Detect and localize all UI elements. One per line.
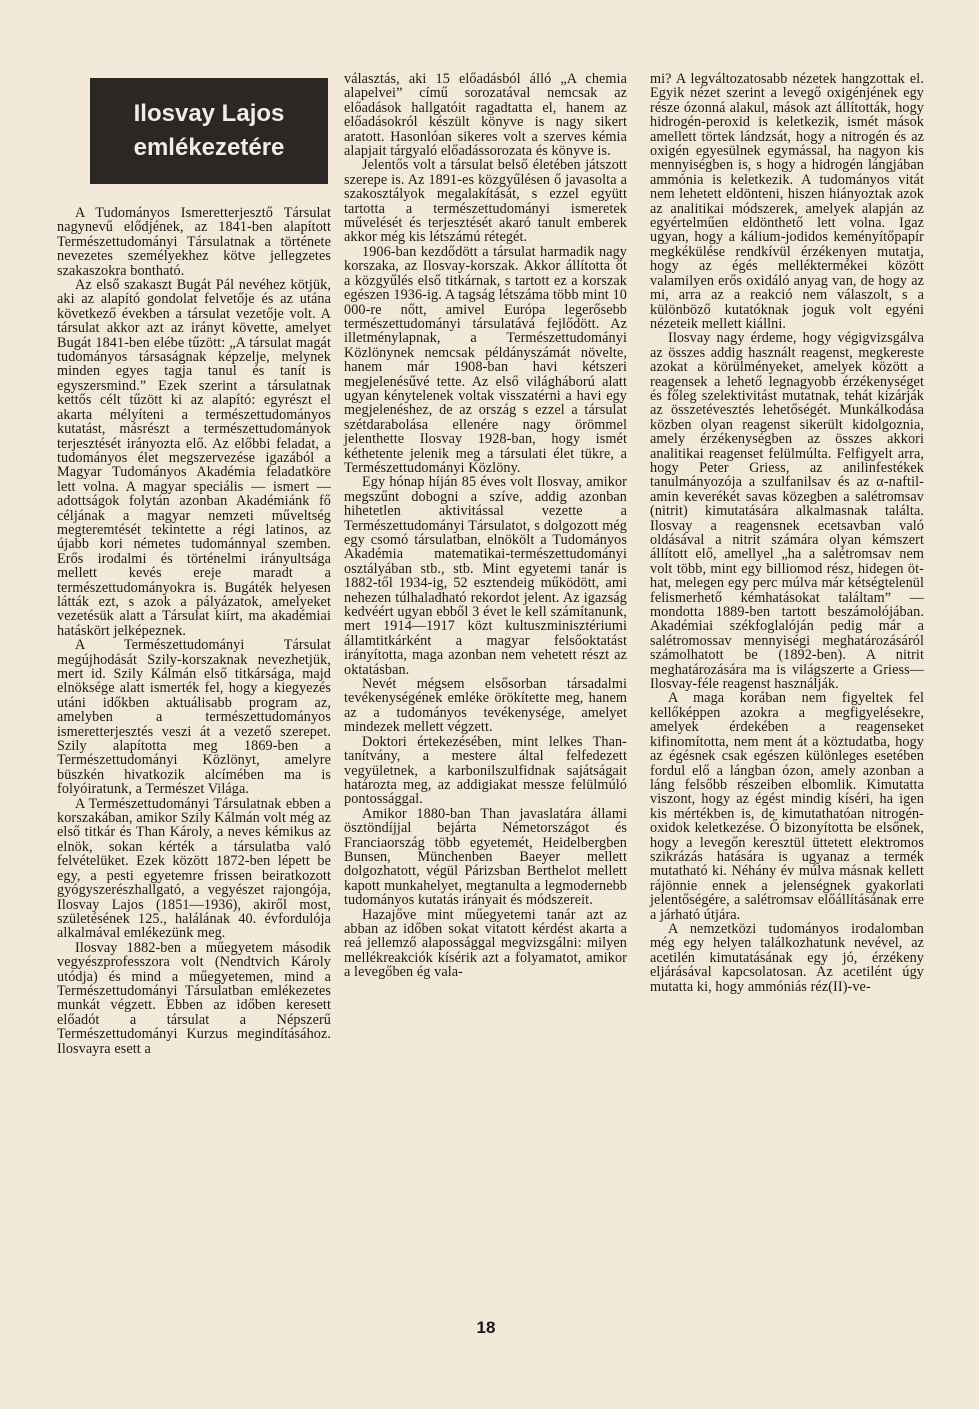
paragraph: Amikor 1880-ban Than javaslatára állami ösztöndíjjal bejárta Németországot és Franciaország több egyetemét, Heidelbergben Bunsen, Münchenben Baeyer mellett dolgozhatott, végül Párizsban Berthelot mellett kapott munkahelyet, megtanulta a legmodernebb tudományos kutatás irányait és módszereit. xyxy=(344,805,627,909)
paragraph: A maga korában nem figyeltek fel kellőképpen azokra a megfigyelésekre, amelyek érdekében a reagenseket kifinomította, nem ment át a köztudatba, hogy az égésnek csak egészen különleges esetében fordul elő a lángban ózon, amely azonban a láng felsőbb részeiben elbomlik. Kimutatta viszont, hogy az égést mindig kíséri, ha igen kis mértékben is, de kimutathatóan nitrogén-oxidok keletkezése. Ő bizonyította be elsőnek, hogy a levegőn keresztül üttetett elektromos szikrázás hatására is ugyanaz a termék mutatható ki. Néhány év múlva másnak kellett rájönnie ennek a jelenségnek gyakorlati jelentőségére, a salétromsav előállításának erre a járható útjára. xyxy=(650,690,924,923)
paragraph: Nevét mégsem elsősorban társadalmi tevékenységének emléke örökítette meg, hanem az a tudományos tevékenysége, amelyet mindezek mellett végzett. xyxy=(344,676,627,736)
paragraph: Egy hónap híján 85 éves volt Ilosvay, amikor megszűnt dobogni a szíve, addig azonban hihetetlen aktivitással vezette a Természettudományi Társulatot, s dolgozott még egy csomó társulatban, elnökölt a Tudományos Akadémia matematikai-természettudományi osztályában stb., stb. Mint egyetemi tanár is 1882-től 1934-ig, 52 esztendeig működött, ami nehezen túlhaladható rekordot jelent. Az igazság kedvéért ugyan ebből 3 évet le kell számítanunk, mert 1914—1917 közt kultuszminisztériumi államtitkárként a magyar felsőoktatást irányította, maga azonban nem vehetett részt az oktatásban. xyxy=(344,474,627,678)
paragraph: választás, aki 15 előadásból álló „A chemia alapelvei” című sorozatával nemcsak az előadások hallgatóit ragadtatta el, hanem az előadásokról készült könyve is nagy sikert aratott. Hasonlóan sikeres volt a szerves kémia alapjait tárgyaló előadássorozata és könyve is. xyxy=(344,71,627,160)
text-column-2 xyxy=(344,72,627,1312)
paragraph: A Természettudományi Társulat megújhodását Szily-korszaknak nevezhetjük, mert id. Szily Kálmán első titkársága, majd elnöksége alatt ismerték fel, hogy a kiegyezés utáni időkben aktuálisabb program az, amelyben a természettudományos ismeretterjesztés veszi át a vezető szerepet. Szily alapította meg 1869-ben a Természettudományi Közlönyt, amelyre büszkén hivatkozik alcímében ma is folyóiratunk, a Természet Világa. xyxy=(57,637,331,798)
paragraph: mi? A legváltozatosabb nézetek hangzottak el. Egyik nézet szerint a levegő oxigénjének egy része ózonná alakul, mások azt állították, hogy hidrogén-peroxid is keletkezik, ismét mások amellett törtek lándzsát, hogy a nitrogén és az oxigén egyesülnek egymással, ha nagyon kis mennyiségben is, s hogy a hidrogén lángjában ammónia is keletkezik. A tudományos vitát nem lehetett eldönteni, hiszen hiányoztak azok az analitikai módszerek, amelyek alapján az egyértelműen eldönthető lett volna. Igaz ugyan, hogy a kálium-jodidos keményítőpapír megkékülése rendkívül érzékenyen mutatja, hogy az égés melléktermékei között valamilyen erős oxidáló anyag van, de hogy az mi, arra az a reakció nem válaszolt, s a különböző kutatóknak joguk volt egyéni nézeteik mellett kiállni. xyxy=(650,71,924,332)
paragraph: Doktori értekezésében, mint lelkes Than-tanítvány, a mestere által felfedezett vegyületnek, a karbonilszulfidnak sajátságait határozta meg, az addigiakat messze felülmúló pontossággal. xyxy=(344,733,627,808)
article-title-line-1: Ilosvay Lajos xyxy=(133,100,285,127)
page-number: 18 xyxy=(476,1318,496,1337)
paragraph: A nemzetközi tudományos irodalomban még egy helyen találkozhatunk nevével, az acetilén kimutatásának egy jó, érzékeny eljárásával kapcsolatosan. Az acetilént úgy mutatta ki, hogy ammóniás réz(II)-ve- xyxy=(650,920,924,995)
paragraph: Hazajőve mint műegyetemi tanár azt az abban az időben sokat vitatott kérdést akarta a reá jellemző alapossággal megvizsgálni: milyen mellékreakciók kísérik azt a folyamatot, amikor a levegőben ég vala- xyxy=(344,906,627,981)
paragraph: 1906-ban kezdődött a társulat harmadik nagy korszaka, az Ilosvay-korszak. Akkor állította őt a közgyűlés első titkárnak, s tartott ez a korszak egészen 1936-ig. A tagság létszáma több mint 10 000-re nőtt, amivel Európa legerősebb természettudományi társulatává fejlődött. Az illetménylapnak, a Természettudományi Közlönynek nemcsak példányszámát növelte, hanem már 1908-ban havi kétszeri megjelenésűvé tette. Az első világháború alatt ugyan kénytelenek voltak visszatérni a havi egy megjelenéshez, de az ország s ezzel a társulat szétdarabolása ellenére nagy örömmel jelenthette Ilosvay 1928-ban, hogy ismét kéthetente jelenik meg a társulati élet tükre, a Természettudományi Közlöny. xyxy=(344,243,627,476)
paragraph: Ilosvay 1882-ben a műegyetem második vegyészprofesszora volt (Nendtvich Károly utódja) és mind a műegyetemen, mind a Természettudományi Társulatban emlékezetes munkát végzett. Ebben az időben keresett előadót a társulat a Népszerű Természettudományi Kurzus megindításához. Ilosvayra esett a xyxy=(57,939,331,1057)
paragraph: Az első szakaszt Bugát Pál nevéhez kötjük, aki az alapító gondolat felvetője és az utána következő években a társulat vezetője volt. A társulat akkor azt az irányt követte, amelyet Bugát 1841-ben elébe tűzött: „A társulat magát tudományos társaságnak képzelje, melynek minden egyes tagja tanul és tanít is egyszersmind.” Ezek szerint a társulatnak kettős célt tűzött ki az alapító: egyrészt el akarta mélyíteni a természettudományos kutatást, másrészt a természettudományok terjesztését irányozta elő. Az előbbi feladat, a tudományos élet megszervezése igazából a Magyar Tudományos Akadémia feladatköre lett volna. A magyar speciális — ismert — adottságok folytán azonban Akadémiánk fő céljának a magyar nemzeti műveltség megteremtését tekintette a régi latinos, az újabb kori németes tudománnyal szemben. Erős irodalmi és történelmi irányultsága mellett kevés ereje maradt a természettudományokra is. Bugáték helyesen látták ezt, s azok a pályázatok, amelyeket vezetésük alatt a Társulat kiírt, ma akadémiai hatáskört jelképeznek. xyxy=(57,277,331,639)
article-title-box xyxy=(90,78,328,184)
paragraph: Ilosvay nagy érdeme, hogy végigvizsgálva az összes addig használt reagenst, megkereste azokat a körülményeket, amelyek között a reagensek a lehető legnagyobb érzékenységet és főleg szelektivitást mutatnak, tehát kizárják az összetévesztés lehetőségét. Munkálkodása közben olyan reagenst sikerült kidolgoznia, amely érzékenységben az összes akkori analitikai reagenset felülmúlta. Felfigyelt arra, hogy Peter Griess, az anilinfestékek tanulmányozója a szulfanilsav és az α-naftil-amin keverékét savas közegben a salétromsav (nitrit) kimutatására alkalmasnak találta. Ilosvay a reagensnek ecetsavban való oldásával a nitrit számára olyan kémszert állított elő, amellyel „ha a salétromsav nem volt több, mint egy billiomod rész, hidegen öt-hat, melegen egy perc múlva már kétségtelenül felismerhető kémhatásokat találtam” — mondotta 1889-ben tartott beszámolójában. Akadémiai székfoglalóján pedig már a salétromossav mennyiségi meghatározásáról számolhatott be (1892-ben). A nitrit meghatározására ma is világszerte a Griess—Ilosvay-féle reagenst használják. xyxy=(650,330,924,693)
article-title-line-2: emlékezetére xyxy=(133,134,285,161)
paragraph: A Természettudományi Társulatnak ebben a korszakában, amikor Szily Kálmán volt még az első titkár és Than Károly, a neves kémikus az elnök, sokan kérték a társulatba való felvételüket. Ezek között 1872-ben lépett be egy, a pesti egyetemre frissen beiratkozott gyógyszerészhallgató, a vegyészet rajongója, Ilosvay Lajos (1851—1936), akiről most, születésének 125., halálának 40. évfordulója alkalmával emlékezünk meg. xyxy=(57,795,331,942)
text-column-1 xyxy=(57,206,331,1306)
text-column-3 xyxy=(650,72,924,1312)
paragraph: A Tudományos Ismeretterjesztő Társulat nagynevű elődjének, az 1841-ben alapított Természettudományi Társulatnak a története nevezetes személyekhez kötve jellegzetes szakaszokra bontható. xyxy=(57,205,331,279)
paragraph: Jelentős volt a társulat belső életében játszott szerepe is. Az 1891-es közgyűlésen ő javasolta a szakosztályok megalakítását, s ezzel együtt tartotta a természettudományi ismeretek művelését és terjesztését akaró tanult emberek akkor még kis létszámú rétegét. xyxy=(344,157,627,246)
